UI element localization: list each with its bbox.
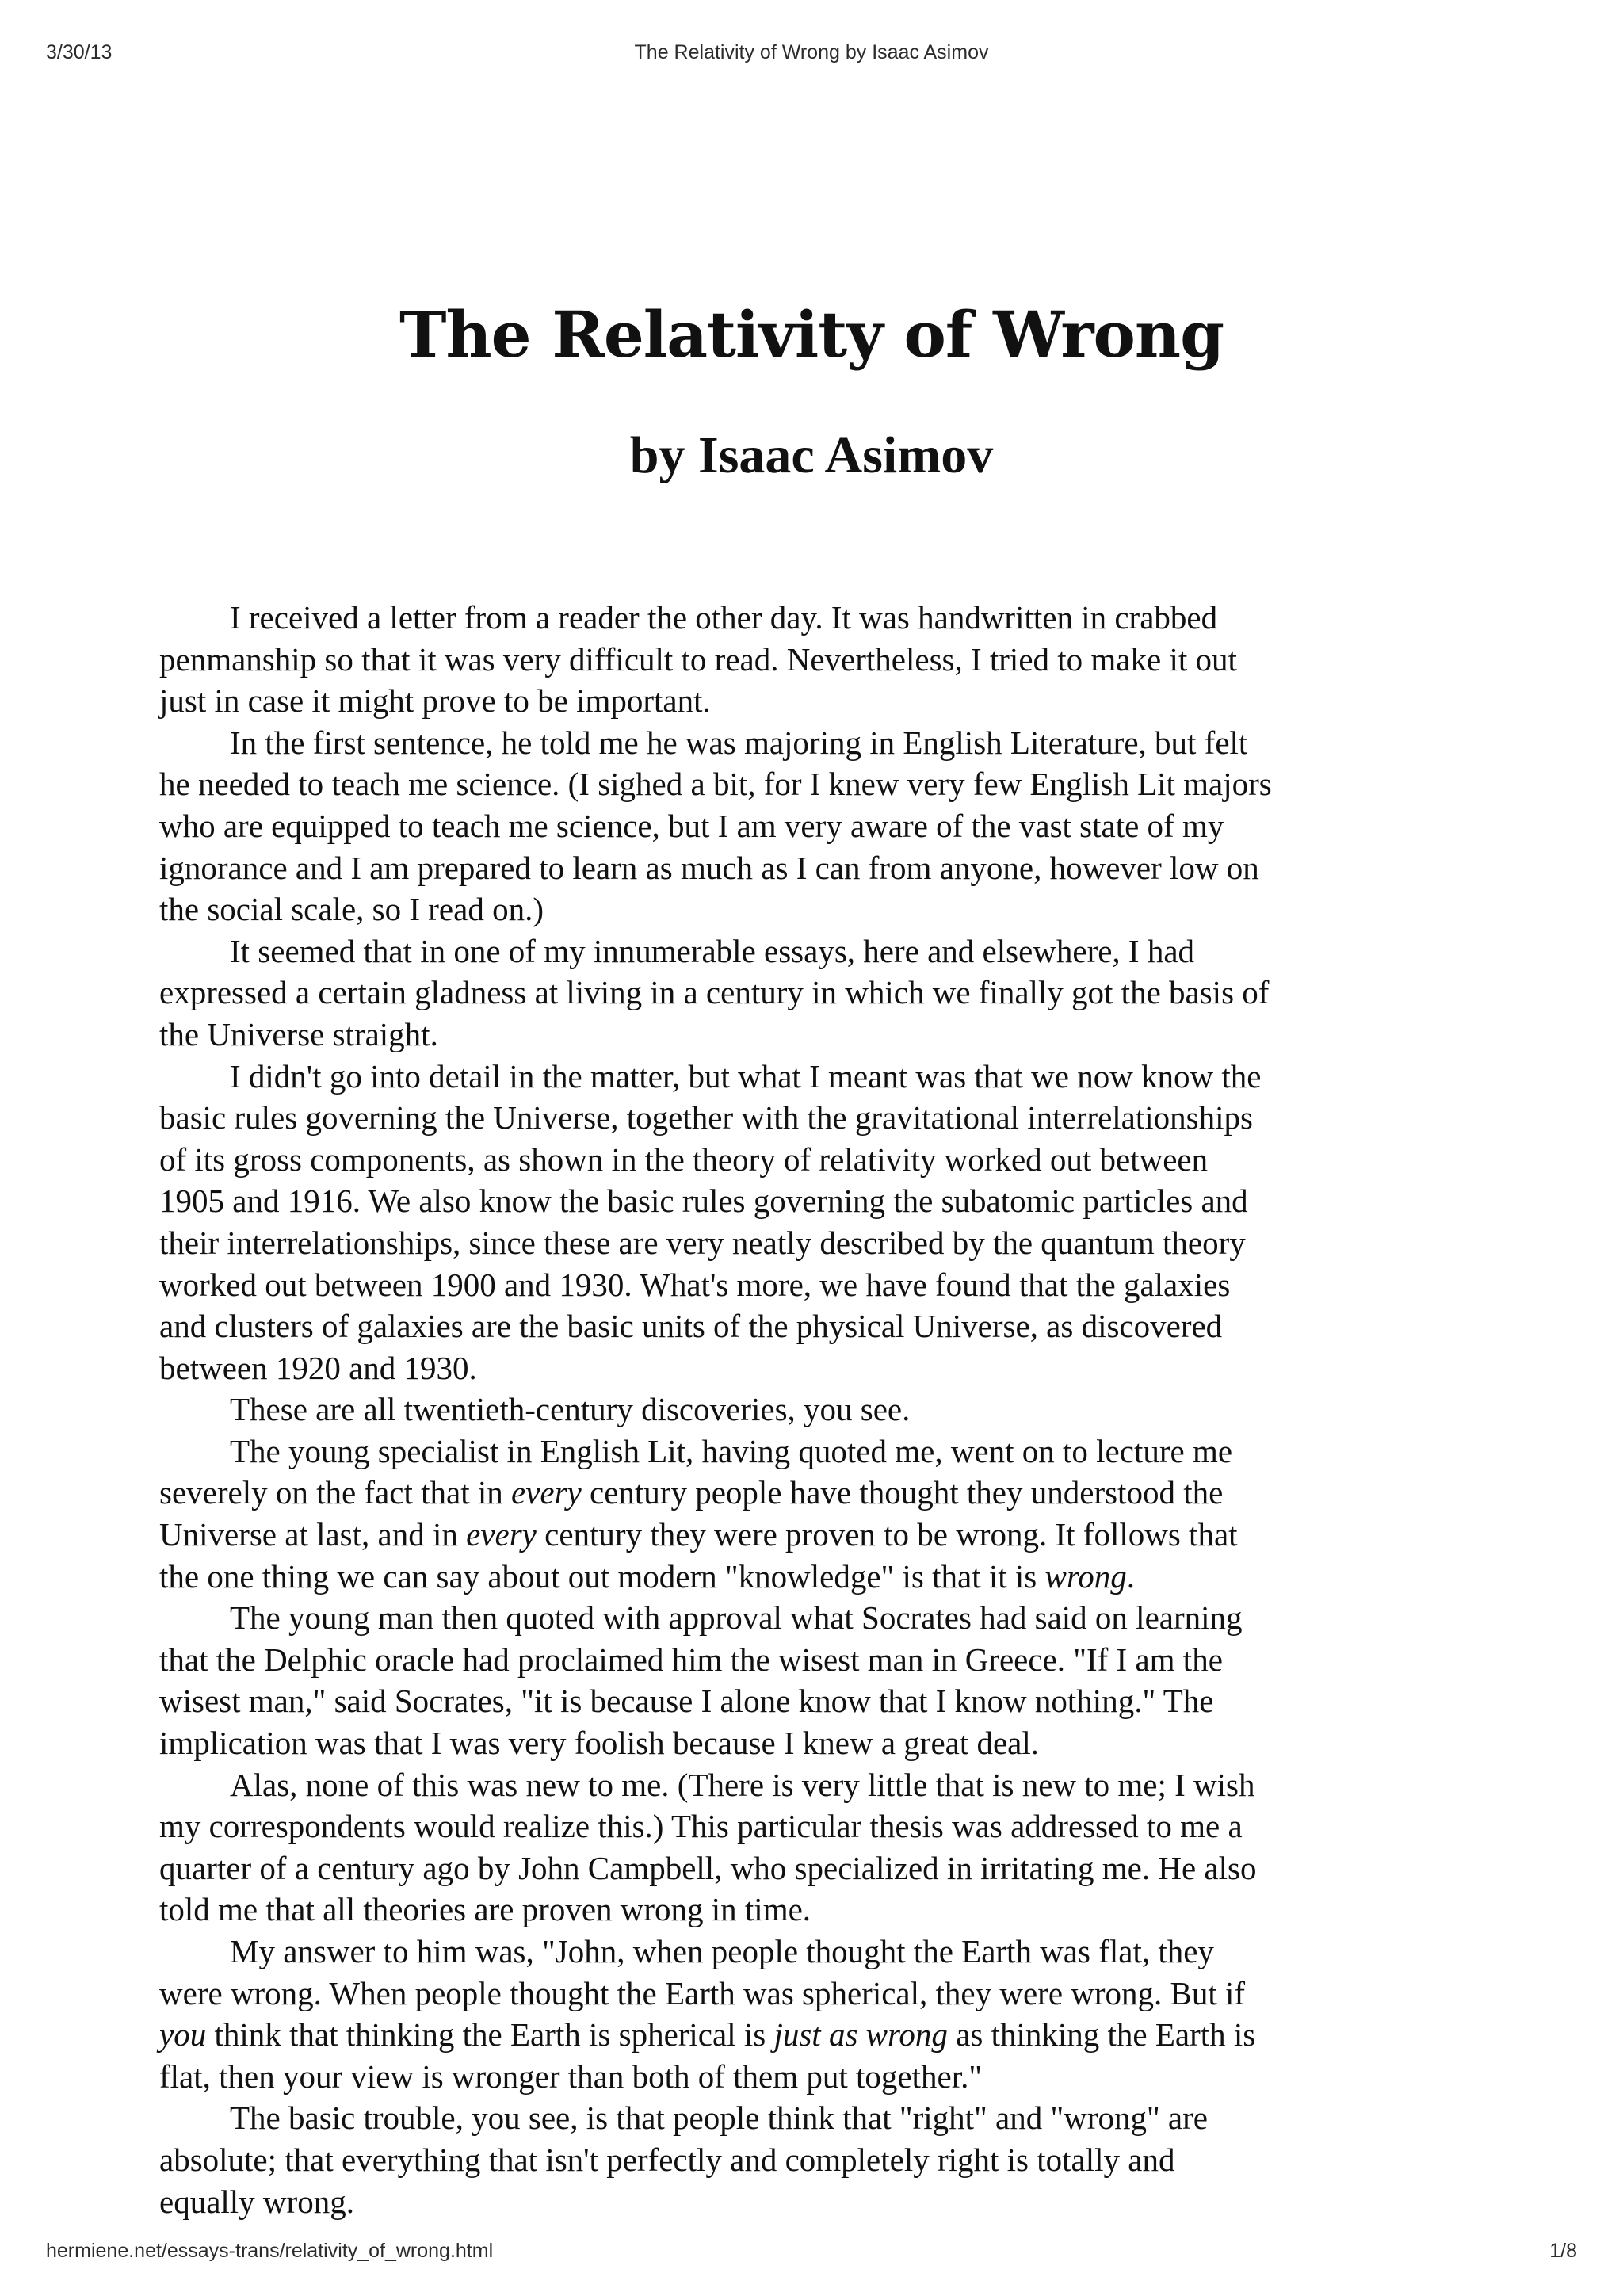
emphasis-text: just as wrong [773,2016,948,2053]
text-line [159,1389,1491,1431]
text-run: my correspondents would realize this.) This particular thesis was addressed to me a [159,1808,1243,1845]
print-date: 3/30/13 [46,41,113,63]
text-run: their interrelationships, since these are very neatly described by the quantum theory [159,1224,1246,1261]
text-run: that the Delphic oracle had proclaimed him the wisest man in Greece. "If I am the [159,1641,1223,1678]
text-line [159,1180,1491,1222]
text-run: In the first sentence, he told me he was majoring in English Literature, but felt [230,724,1248,761]
text-line [159,972,1491,1014]
article-paragraph [159,1764,1491,1931]
text-run: My answer to him was, "John, when people thought the Earth was flat, they [230,1933,1214,1969]
text-run: equally wrong. [159,2183,354,2220]
text-run: the social scale, so I read on.) [159,891,544,928]
text-line [159,763,1491,805]
article-paragraph [159,930,1491,1056]
text-run: of its gross components, as shown in the theory of relativity worked out between [159,1140,1209,1178]
text-run: he needed to teach me science. (I sighed a bit, for I knew very few English Lit majors [159,766,1272,803]
text-run: 1905 and 1916. We also know the basic rules governing the subatomic particles and [159,1182,1248,1220]
text-line [159,930,1491,972]
article-title: The Relativity of Wrong [399,297,1224,372]
text-line [159,1056,1491,1098]
text-run: wisest man," said Socrates, "it is because I alone know that I know nothing." The [159,1683,1214,1720]
text-line [159,639,1491,681]
text-run: worked out between 1900 and 1930. What's more, we have found that the galaxies [159,1266,1231,1303]
text-run: I didn't go into detail in the matter, but what I meant was that we now know the [230,1057,1262,1095]
text-line [159,1347,1491,1389]
text-run: I received a letter from a reader the other day. It was handwritten in crabbed [230,599,1218,636]
text-run: Universe at last, and in [159,1516,467,1553]
text-run: just in case it might prove to be important. [159,682,711,720]
text-line [159,1139,1491,1181]
article-paragraph [159,2097,1491,2222]
text-line [159,680,1491,722]
text-run: told me that all theories are proven wrong in time. [159,1891,812,1928]
text-line [159,2181,1491,2223]
text-run: severely on the fact that in [159,1474,511,1511]
article-paragraph [159,597,1491,722]
print-header [46,41,1577,73]
text-line [159,1847,1491,1889]
text-run: flat, then your view is wronger than both of them put together." [159,2057,983,2095]
text-run: century people have thought they understood the [581,1474,1224,1511]
text-line [159,1805,1491,1847]
text-line [159,1472,1491,1514]
text-line [159,597,1491,639]
text-run: ignorance and I am prepared to learn as much as I can from anyone, however low on [159,849,1259,886]
text-line [159,2056,1491,2098]
text-run: were wrong. When people thought the Earth was spherical, they were wrong. But if [159,1974,1246,2011]
emphasis-text: wrong [1044,1557,1127,1595]
text-line [159,1597,1491,1639]
text-run: It seemed that in one of my innumerable essays, here and elsewhere, I had [230,932,1195,969]
text-line [159,847,1491,889]
article-body [159,597,1491,2222]
text-run: penmanship so that it was very difficult to read. Nevertheless, I tried to make it out [159,640,1237,678]
article-paragraph [159,1597,1491,1763]
text-line [159,1764,1491,1806]
text-line [159,722,1491,764]
text-run: who are equipped to teach me science, but I am very aware of the vast state of my [159,807,1224,844]
text-run: the Universe straight. [159,1015,438,1052]
article-paragraph [159,1931,1491,2097]
text-run: The basic trouble, you see, is that people think that "right" and "wrong" are [230,2099,1208,2137]
text-run: the one thing we can say about out modern "knowledge" is that it is [159,1557,1045,1595]
article-paragraph [159,1056,1491,1389]
text-line [159,1222,1491,1264]
text-line [159,805,1491,847]
text-line [159,1722,1491,1764]
print-footer [46,2240,1577,2271]
text-run: implication was that I was very foolish because I knew a great deal. [159,1725,1040,1762]
article-paragraph [159,1431,1491,1597]
text-line [159,2014,1491,2056]
text-run: These are all twentieth-century discoveries, you see. [230,1391,911,1428]
text-run: between 1920 and 1930. [159,1349,477,1386]
article-byline: by Isaac Asimov [629,426,994,484]
text-line [159,888,1491,930]
text-line [159,1431,1491,1473]
text-line [159,1264,1491,1306]
text-run: century they were proven to be wrong. It follows that [536,1516,1238,1553]
text-line [159,1931,1491,1973]
text-line [159,1514,1491,1556]
emphasis-text: every [466,1516,537,1553]
text-run: The young specialist in English Lit, having quoted me, went on to lecture me [230,1432,1233,1469]
text-run: as thinking the Earth is [947,2016,1256,2053]
article-paragraph [159,1389,1491,1431]
text-run: expressed a certain gladness at living in a century in which we finally got the basis of [159,974,1270,1011]
emphasis-text: you [159,2016,207,2053]
text-line [159,2097,1491,2139]
emphasis-text: every [511,1474,582,1511]
text-line [159,1680,1491,1722]
text-line [159,1973,1491,2015]
article-paragraph [159,722,1491,930]
text-run: and clusters of galaxies are the basic units of the physical Universe, as discovered [159,1308,1223,1345]
text-run: think that thinking the Earth is spherical is [206,2016,774,2053]
text-run: basic rules governing the Universe, together with the gravitational interrelationships [159,1099,1253,1137]
text-run: . [1126,1557,1136,1595]
text-line [159,1889,1491,1931]
print-url: hermiene.net/essays-trans/relativity_of_wrong.html [46,2240,494,2262]
text-line [159,2139,1491,2181]
text-run: Alas, none of this was new to me. (There is very little that is new to me; I wish [230,1766,1255,1803]
text-line [159,1014,1491,1056]
page-number: 1/8 [1549,2240,1577,2262]
text-line [159,1305,1491,1347]
text-run: quarter of a century ago by John Campbell, who specialized in irritating me. He also [159,1849,1257,1886]
text-line [159,1556,1491,1598]
text-line [159,1097,1491,1139]
text-run: The young man then quoted with approval what Socrates had said on learning [230,1599,1243,1637]
print-page-title: The Relativity of Wrong by Isaac Asimov [634,41,989,63]
text-line [159,1639,1491,1681]
text-run: absolute; that everything that isn't perfectly and completely right is totally and [159,2141,1175,2178]
